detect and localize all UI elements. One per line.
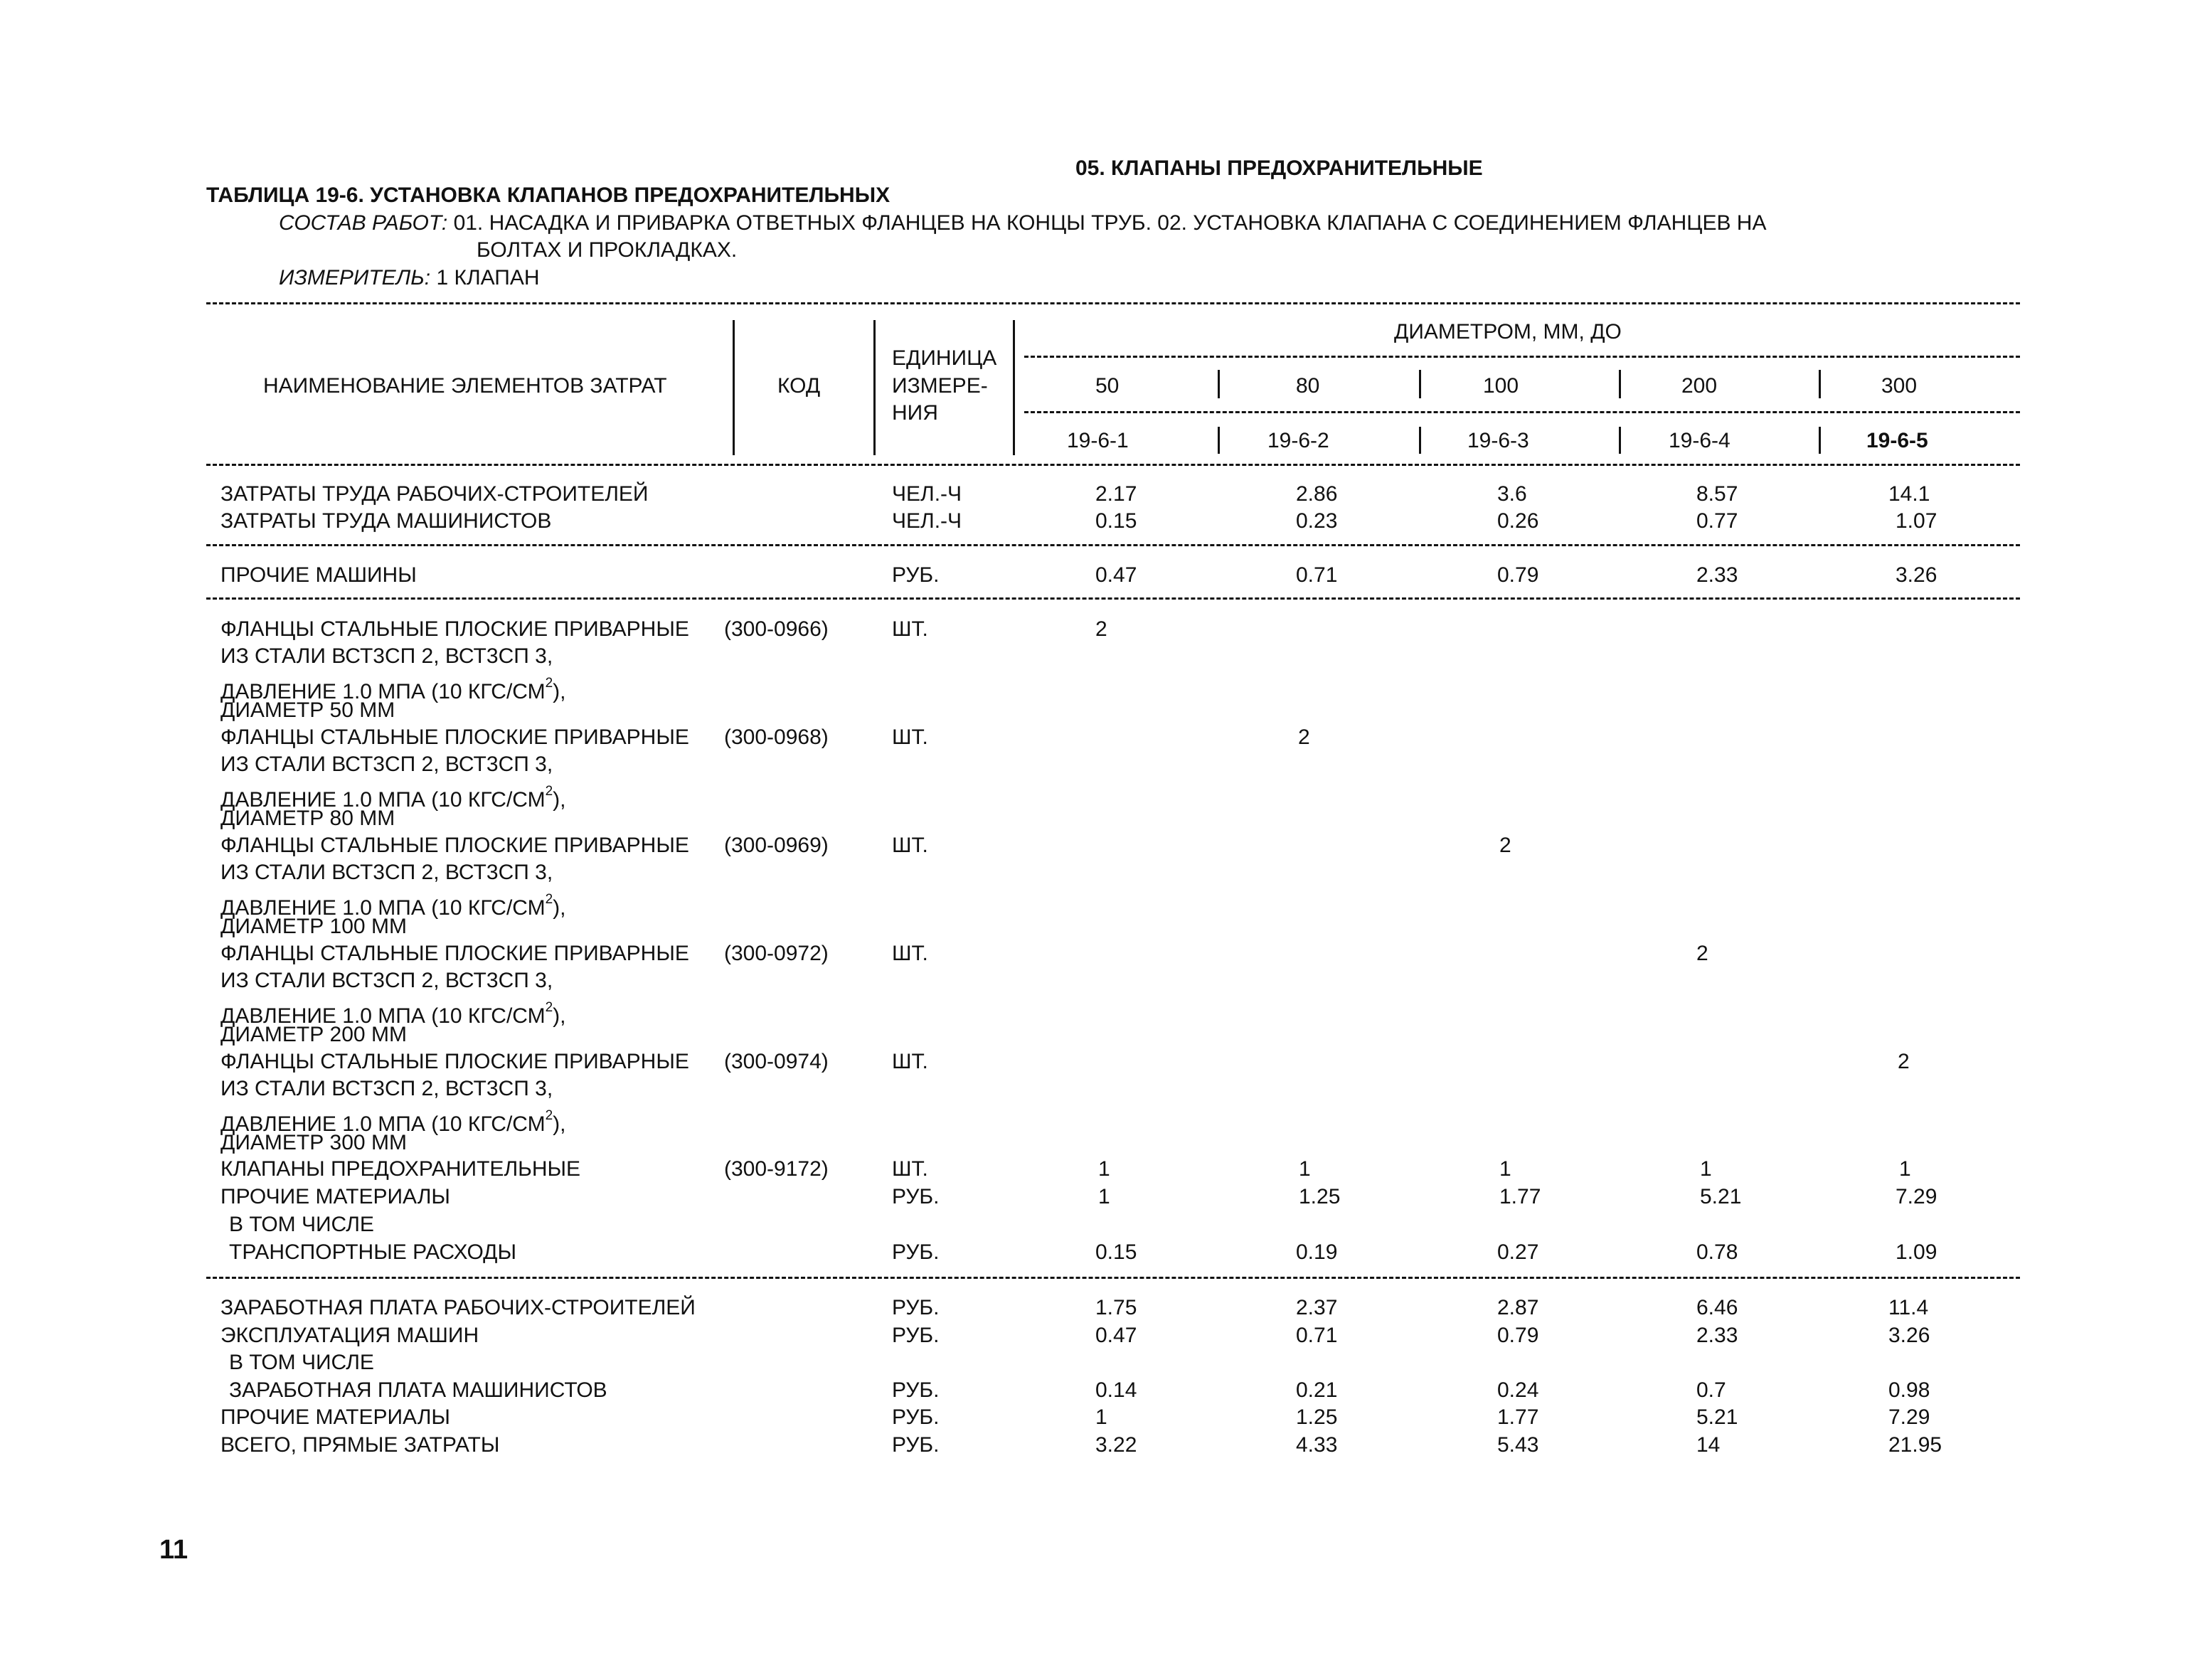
other-materials-unit: РУБ. (892, 1185, 940, 1208)
value-cell: 2 (1095, 617, 1107, 641)
flange-line: ДИАМЕТР 300 ММ (220, 1131, 407, 1154)
code-19-6-1: 19-6-1 (1067, 429, 1129, 452)
summary-name: В ТОМ ЧИСЛЕ (229, 1351, 374, 1374)
flange-code: (300-0969) (724, 834, 829, 857)
value-cell: 0.71 (1296, 1324, 1338, 1347)
flange-line: ДИАМЕТР 50 ММ (220, 698, 395, 722)
value-cell: 1.77 (1497, 1405, 1539, 1429)
value-cell: 7.29 (1888, 1405, 1930, 1429)
flange-line: ИЗ СТАЛИ ВСТ3СП 2, ВСТ3СП 3, (220, 644, 553, 668)
superscript: 2 (545, 784, 553, 799)
work-text-1: 01. НАСАДКА И ПРИВАРКА ОТВЕТНЫХ ФЛАНЦЕВ НА КОНЦЫ ТРУБ. 02. УСТАНОВКА КЛАПАНА С СОЕДИНЕНИЕМ ФЛАНЦЕВ НА (453, 211, 1767, 235)
value-cell: 2.37 (1296, 1296, 1338, 1319)
work-label: СОСТАВ РАБОТ: (279, 211, 448, 235)
value-cell: 1.77 (1499, 1185, 1541, 1208)
labor-row-unit: ЧЕЛ.-Ч (892, 482, 962, 506)
summary-unit: РУБ. (892, 1296, 940, 1319)
value-cell: 7.29 (1896, 1185, 1937, 1208)
value-cell: 0.15 (1095, 1240, 1137, 1264)
superscript: 2 (545, 1000, 553, 1015)
head-name: НАИМЕНОВАНИЕ ЭЛЕМЕНТОВ ЗАТРАТ (263, 374, 667, 398)
measure-value: 1 КЛАПАН (436, 266, 540, 289)
divider (1218, 370, 1220, 398)
value-cell: 0.78 (1696, 1240, 1738, 1264)
value-cell: 2.87 (1497, 1296, 1539, 1319)
summary-name: ЭКСПЛУАТАЦИЯ МАШИН (220, 1324, 479, 1347)
value-cell: 0.98 (1888, 1378, 1930, 1402)
flange-unit: ШТ. (892, 834, 928, 857)
divider (1619, 370, 1621, 398)
value-cell: 0.27 (1497, 1240, 1539, 1264)
value-cell: 5.21 (1696, 1405, 1738, 1429)
value-cell: 0.24 (1497, 1378, 1539, 1402)
flange-code: (300-0972) (724, 942, 829, 965)
value-cell: 1.75 (1095, 1296, 1137, 1319)
value-cell: 3.22 (1095, 1433, 1137, 1457)
rule-diameter (1024, 356, 2020, 358)
summary-unit: РУБ. (892, 1405, 940, 1429)
divider (1819, 427, 1821, 454)
value-cell: 1.09 (1896, 1240, 1937, 1264)
other-materials-name: ПРОЧИЕ МАТЕРИАЛЫ (220, 1185, 450, 1208)
labor-row-unit: ЧЕЛ.-Ч (892, 509, 962, 533)
value-cell: 5.21 (1700, 1185, 1742, 1208)
value-cell: 5.43 (1497, 1433, 1539, 1457)
flange-pressure-end: ), (553, 1112, 566, 1136)
value-cell: 2.86 (1296, 482, 1338, 506)
flange-pressure-end: ), (553, 680, 566, 703)
summary-name: ВСЕГО, ПРЯМЫЕ ЗАТРАТЫ (220, 1433, 500, 1457)
work-composition (279, 211, 1767, 235)
valves-name: КЛАПАНЫ ПРЕДОХРАНИТЕЛЬНЫЕ (220, 1157, 581, 1181)
page-mark: 11 (159, 1535, 188, 1565)
value-cell: 1 (1098, 1185, 1110, 1208)
work-text-2: БОЛТАХ И ПРОКЛАДКАХ. (477, 238, 738, 262)
valves-code: (300-9172) (724, 1157, 829, 1181)
value-cell: 0.15 (1095, 509, 1137, 533)
value-cell: 2.33 (1696, 1324, 1738, 1347)
divider (1419, 427, 1421, 454)
flange-pressure: ДАВЛЕНИЕ 1.0 МПА (10 КГС/СМ (220, 680, 546, 703)
diameter-300: 300 (1881, 374, 1918, 398)
flange-code: (300-0968) (724, 725, 829, 749)
valves-unit: ШТ. (892, 1157, 928, 1181)
flange-pressure: ДАВЛЕНИЕ 1.0 МПА (10 КГС/СМ (220, 896, 546, 920)
value-cell: 2.33 (1696, 563, 1738, 587)
head-diameter: ДИАМЕТРОМ, ММ, ДО (1394, 320, 1622, 344)
value-cell: 0.71 (1296, 563, 1338, 587)
flange-line: ФЛАНЦЫ СТАЛЬНЫЕ ПЛОСКИЕ ПРИВАРНЫЕ (220, 617, 689, 641)
value-cell: 0.47 (1095, 1324, 1137, 1347)
flange-line: ФЛАНЦЫ СТАЛЬНЫЕ ПЛОСКИЕ ПРИВАРНЫЕ (220, 725, 689, 749)
value-cell: 8.57 (1696, 482, 1738, 506)
summary-unit: РУБ. (892, 1324, 940, 1347)
flange-pressure-end: ), (553, 788, 566, 812)
summary-name: ПРОЧИЕ МАТЕРИАЛЫ (220, 1405, 450, 1429)
value-cell: 0.47 (1095, 563, 1137, 587)
transport-unit: РУБ. (892, 1240, 940, 1264)
value-cell: 2 (1298, 725, 1310, 749)
value-cell: 3.26 (1888, 1324, 1930, 1347)
value-cell: 21.95 (1888, 1433, 1942, 1457)
flange-line: ФЛАНЦЫ СТАЛЬНЫЕ ПЛОСКИЕ ПРИВАРНЫЕ (220, 1050, 689, 1073)
value-cell: 1.25 (1296, 1405, 1338, 1429)
flange-line: ИЗ СТАЛИ ВСТ3СП 2, ВСТ3СП 3, (220, 969, 553, 992)
flange-line: ФЛАНЦЫ СТАЛЬНЫЕ ПЛОСКИЕ ПРИВАРНЫЕ (220, 942, 689, 965)
flange-pressure: ДАВЛЕНИЕ 1.0 МПА (10 КГС/СМ (220, 1004, 546, 1028)
rule-top (206, 302, 2020, 304)
value-cell: 3.6 (1497, 482, 1527, 506)
value-cell: 3.26 (1896, 563, 1937, 587)
diameter-100: 100 (1483, 374, 1519, 398)
diameter-50: 50 (1095, 374, 1120, 398)
value-cell: 6.46 (1696, 1296, 1738, 1319)
flange-line: ДИАМЕТР 80 ММ (220, 807, 395, 830)
divider (1619, 427, 1621, 454)
value-cell: 0.14 (1095, 1378, 1137, 1402)
code-19-6-3: 19-6-3 (1467, 429, 1529, 452)
value-cell: 1.07 (1896, 509, 1937, 533)
divider (733, 320, 735, 455)
value-cell: 2 (1696, 942, 1708, 965)
value-cell: 4.33 (1296, 1433, 1338, 1457)
superscript: 2 (545, 892, 553, 907)
value-cell: 1 (1899, 1157, 1911, 1181)
head-unit-2: ИЗМЕРЕ- (892, 374, 988, 398)
value-cell: 14 (1696, 1433, 1721, 1457)
value-cell: 2 (1499, 834, 1511, 857)
labor-row-name: ЗАТРАТЫ ТРУДА РАБОЧИХ-СТРОИТЕЛЕЙ (220, 482, 649, 506)
superscript: 2 (545, 676, 553, 691)
value-cell: 1.25 (1299, 1185, 1341, 1208)
divider (1819, 370, 1821, 398)
flange-pressure-end: ), (553, 896, 566, 920)
labor-row-name: ЗАТРАТЫ ТРУДА МАШИНИСТОВ (220, 509, 552, 533)
code-19-6-5: 19-6-5 (1866, 429, 1928, 452)
code-19-6-4: 19-6-4 (1669, 429, 1731, 452)
machines-unit: РУБ. (892, 563, 940, 587)
transport-name: ТРАНСПОРТНЫЕ РАСХОДЫ (229, 1240, 517, 1264)
flange-line: ИЗ СТАЛИ ВСТ3СП 2, ВСТ3СП 3, (220, 861, 553, 884)
value-cell: 0.19 (1296, 1240, 1338, 1264)
machines-name: ПРОЧИЕ МАШИНЫ (220, 563, 417, 587)
divider (1218, 427, 1220, 454)
flange-code: (300-0974) (724, 1050, 829, 1073)
flange-line: ДИАМЕТР 200 ММ (220, 1023, 407, 1046)
section-title: 05. КЛАПАНЫ ПРЕДОХРАНИТЕЛЬНЫЕ (1075, 156, 1483, 180)
including-label: В ТОМ ЧИСЛЕ (229, 1213, 374, 1236)
flange-code: (300-0966) (724, 617, 829, 641)
value-cell: 0.7 (1696, 1378, 1726, 1402)
summary-name: ЗАРАБОТНАЯ ПЛАТА МАШИНИСТОВ (229, 1378, 607, 1402)
flange-unit: ШТ. (892, 617, 928, 641)
measure-label: ИЗМЕРИТЕЛЬ: (279, 266, 431, 289)
value-cell: 14.1 (1888, 482, 1930, 506)
divider (1419, 370, 1421, 398)
superscript: 2 (545, 1108, 553, 1123)
value-cell: 1 (1095, 1405, 1107, 1429)
value-cell: 0.79 (1497, 563, 1539, 587)
diameter-80: 80 (1296, 374, 1320, 398)
head-unit-3: НИЯ (892, 401, 938, 425)
value-cell: 2.17 (1095, 482, 1137, 506)
head-unit-1: ЕДИНИЦА (892, 346, 997, 370)
divider (1013, 320, 1015, 455)
flange-unit: ШТ. (892, 942, 928, 965)
flange-line: ИЗ СТАЛИ ВСТ3СП 2, ВСТ3СП 3, (220, 1077, 553, 1100)
value-cell: 0.77 (1696, 509, 1738, 533)
value-cell: 1 (1499, 1157, 1511, 1181)
value-cell: 1 (1700, 1157, 1712, 1181)
rule (206, 544, 2020, 546)
value-cell: 0.79 (1497, 1324, 1539, 1347)
value-cell: 1 (1098, 1157, 1110, 1181)
summary-name: ЗАРАБОТНАЯ ПЛАТА РАБОЧИХ-СТРОИТЕЛЕЙ (220, 1296, 696, 1319)
flange-unit: ШТ. (892, 725, 928, 749)
flange-pressure: ДАВЛЕНИЕ 1.0 МПА (10 КГС/СМ (220, 788, 546, 812)
head-code: КОД (777, 374, 821, 398)
value-cell: 0.26 (1497, 509, 1539, 533)
rule-code (1024, 411, 2020, 413)
flange-pressure: ДАВЛЕНИЕ 1.0 МПА (10 КГС/СМ (220, 1112, 546, 1136)
summary-unit: РУБ. (892, 1433, 940, 1457)
rule (206, 1277, 2020, 1279)
measure (279, 266, 540, 290)
value-cell: 2 (1898, 1050, 1910, 1073)
value-cell: 0.21 (1296, 1378, 1338, 1402)
flange-pressure-end: ), (553, 1004, 566, 1028)
rule (206, 597, 2020, 600)
divider (873, 320, 876, 455)
table-title: ТАБЛИЦА 19-6. УСТАНОВКА КЛАПАНОВ ПРЕДОХРАНИТЕЛЬНЫХ (206, 184, 891, 207)
flange-line: ДИАМЕТР 100 ММ (220, 915, 407, 938)
code-19-6-2: 19-6-2 (1267, 429, 1329, 452)
flange-unit: ШТ. (892, 1050, 928, 1073)
value-cell: 1 (1299, 1157, 1311, 1181)
rule-head-bottom (206, 464, 2020, 466)
flange-line: ФЛАНЦЫ СТАЛЬНЫЕ ПЛОСКИЕ ПРИВАРНЫЕ (220, 834, 689, 857)
value-cell: 0.23 (1296, 509, 1338, 533)
flange-line: ИЗ СТАЛИ ВСТ3СП 2, ВСТ3СП 3, (220, 753, 553, 776)
value-cell: 11.4 (1888, 1296, 1929, 1319)
summary-unit: РУБ. (892, 1378, 940, 1402)
diameter-200: 200 (1681, 374, 1718, 398)
